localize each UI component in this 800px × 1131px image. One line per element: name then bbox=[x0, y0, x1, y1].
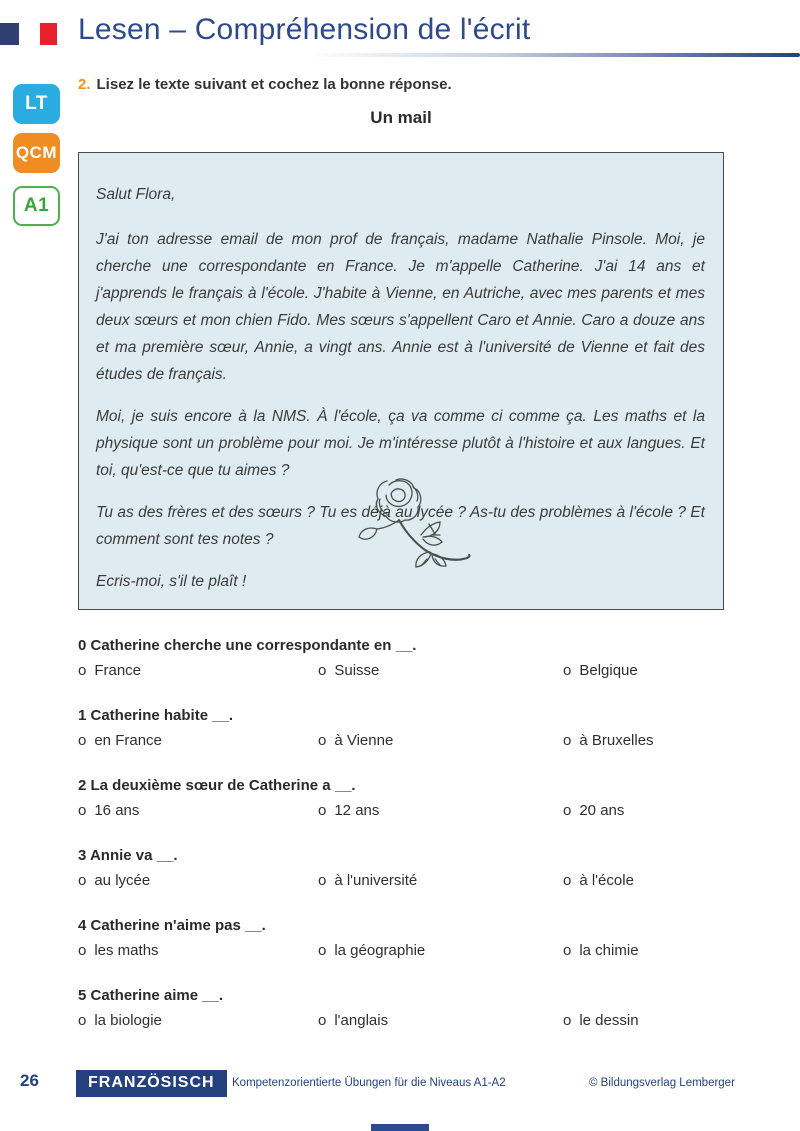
question-4-options bbox=[78, 941, 748, 961]
exercise-instruction-text: Lisez le texte suivant et cochez la bonne réponse. bbox=[96, 76, 452, 93]
badge-a1 bbox=[13, 186, 60, 226]
email-salutation: Salut Flora, bbox=[96, 186, 176, 203]
option-label: Suisse bbox=[334, 662, 380, 679]
badge-a1-label: A1 bbox=[23, 195, 50, 216]
option-marker: o bbox=[318, 802, 327, 819]
option-marker: o bbox=[78, 1012, 87, 1029]
email-closing-request: Ecris-moi, s'il te plaît ! bbox=[96, 573, 247, 590]
question-2-options bbox=[78, 801, 748, 821]
bottom-page-marker bbox=[371, 1124, 429, 1131]
question-5 bbox=[78, 986, 748, 1031]
badge-qcm-label: QCM bbox=[15, 143, 58, 162]
option-marker: o bbox=[563, 942, 572, 959]
option-marker: o bbox=[318, 942, 327, 959]
flag-square-red bbox=[40, 23, 57, 45]
page-number: 26 bbox=[20, 1071, 39, 1090]
copyright-notice: © Bildungsverlag Lemberger bbox=[589, 1077, 735, 1089]
question-4 bbox=[78, 916, 748, 961]
option-marker: o bbox=[78, 802, 87, 819]
option-label: à Bruxelles bbox=[579, 732, 654, 749]
question-1-option-a[interactable] bbox=[78, 731, 318, 751]
option-label: l'anglais bbox=[334, 1012, 389, 1029]
question-5-options bbox=[78, 1011, 748, 1031]
option-marker: o bbox=[318, 662, 327, 679]
option-label: la géographie bbox=[334, 942, 426, 959]
question-2-option-c[interactable] bbox=[563, 801, 624, 821]
question-5-option-c[interactable] bbox=[563, 1011, 639, 1031]
option-label: le dessin bbox=[579, 1012, 639, 1029]
question-1-text: 1 Catherine habite __. bbox=[78, 707, 234, 724]
subject-label: FRANZÖSISCH bbox=[76, 1070, 227, 1097]
option-label: au lycée bbox=[94, 872, 151, 889]
badge-qcm bbox=[13, 133, 60, 173]
badge-lt-label: LT bbox=[25, 93, 48, 114]
question-4-option-a[interactable] bbox=[78, 941, 318, 961]
text-heading: Un mail bbox=[370, 108, 432, 127]
question-2-option-b[interactable] bbox=[318, 801, 563, 821]
flag-square-navy bbox=[0, 23, 19, 45]
page-title: Lesen – Compréhension de l'écrit bbox=[78, 13, 531, 46]
option-marker: o bbox=[563, 1012, 572, 1029]
option-label: 20 ans bbox=[579, 802, 625, 819]
exercise-instruction bbox=[78, 76, 452, 93]
question-4-option-c[interactable] bbox=[563, 941, 639, 961]
question-3-text: 3 Annie va __. bbox=[78, 847, 178, 864]
option-marker: o bbox=[318, 872, 327, 889]
question-3-option-c[interactable] bbox=[563, 871, 634, 891]
option-label: à l'école bbox=[579, 872, 634, 889]
question-5-option-a[interactable] bbox=[78, 1011, 318, 1031]
option-label: la biologie bbox=[94, 1012, 162, 1029]
series-title: Kompetenzorientierte Übungen für die Niveaus A1-A2 bbox=[232, 1077, 506, 1089]
email-paragraph-1: J'ai ton adresse email de mon prof de français, madame Nathalie Pinsole. Moi, je cherche une correspondante en France. Je m'appelle Catherine. J'ai 14 ans et j'apprends le français à l'école. J'habite à Vienne, en Autriche, avec mes parents et mes deux sœurs et mon chien Fido. Mes sœurs s'appellent Caro et Annie. Caro a douze ans et ma première sœur, Annie, a vingt ans. Annie est à l'université de Vienne et fait des études de français. bbox=[96, 231, 705, 383]
question-2-option-a[interactable] bbox=[78, 801, 318, 821]
question-2-text: 2 La deuxième sœur de Catherine a __. bbox=[78, 777, 356, 794]
question-2 bbox=[78, 776, 748, 821]
option-marker: o bbox=[78, 662, 87, 679]
option-label: à l'université bbox=[334, 872, 418, 889]
question-1-options bbox=[78, 731, 748, 751]
option-marker: o bbox=[563, 872, 572, 889]
question-3 bbox=[78, 846, 748, 891]
question-5-text: 5 Catherine aime __. bbox=[78, 987, 224, 1004]
option-marker: o bbox=[318, 1012, 327, 1029]
question-4-option-b[interactable] bbox=[318, 941, 563, 961]
option-marker: o bbox=[78, 732, 87, 749]
option-label: à Vienne bbox=[334, 732, 394, 749]
question-0-option-b[interactable] bbox=[318, 661, 563, 681]
option-label: les maths bbox=[94, 942, 159, 959]
question-0 bbox=[78, 636, 748, 681]
option-label: 16 ans bbox=[94, 802, 140, 819]
exercise-number: 2. bbox=[78, 76, 91, 93]
question-0-text: 0 Catherine cherche une correspondante en __. bbox=[78, 637, 417, 654]
email-paragraph-2: Moi, je suis encore à la NMS. À l'école, ça va comme ci comme ça. Les maths et la physique sont un problème pour moi. Je m'intéresse plutôt à l'histoire et aux langues. Et toi, qu'est-ce que tu aimes ? bbox=[96, 408, 705, 479]
option-marker: o bbox=[563, 802, 572, 819]
email-paragraph-3: Tu as des frères et des sœurs ? Tu es déjà au lycée ? As-tu des problèmes à l'école ? Et comment sont tes notes ? bbox=[96, 504, 705, 548]
option-label: Belgique bbox=[579, 662, 638, 679]
question-3-option-b[interactable] bbox=[318, 871, 563, 891]
option-label: 12 ans bbox=[334, 802, 380, 819]
question-1-option-c[interactable] bbox=[563, 731, 654, 751]
option-marker: o bbox=[78, 942, 87, 959]
option-marker: o bbox=[563, 662, 572, 679]
question-0-option-c[interactable] bbox=[563, 661, 638, 681]
question-4-text: 4 Catherine n'aime pas __. bbox=[78, 917, 266, 934]
question-0-option-a[interactable] bbox=[78, 661, 318, 681]
option-label: la chimie bbox=[579, 942, 639, 959]
question-3-option-a[interactable] bbox=[78, 871, 318, 891]
option-marker: o bbox=[563, 732, 572, 749]
option-marker: o bbox=[318, 732, 327, 749]
header-divider bbox=[78, 53, 800, 57]
email-text-box bbox=[78, 152, 724, 610]
question-1 bbox=[78, 706, 748, 751]
question-0-options bbox=[78, 661, 748, 681]
option-marker: o bbox=[78, 872, 87, 889]
question-3-options bbox=[78, 871, 748, 891]
question-1-option-b[interactable] bbox=[318, 731, 563, 751]
option-label: en France bbox=[94, 732, 162, 749]
question-5-option-b[interactable] bbox=[318, 1011, 563, 1031]
badge-lt bbox=[13, 84, 60, 124]
option-label: France bbox=[94, 662, 142, 679]
question-list bbox=[78, 636, 748, 1056]
